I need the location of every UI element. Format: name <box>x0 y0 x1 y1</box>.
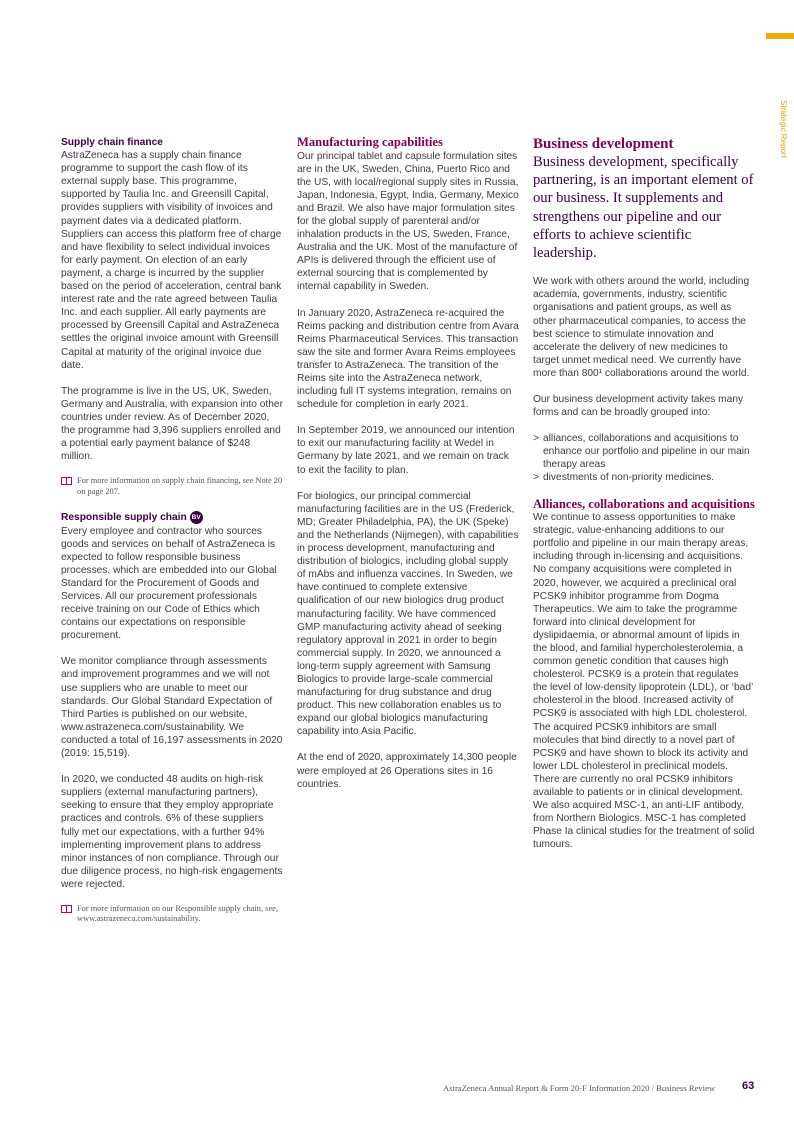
paragraph: We work with others around the world, including academia, governments, industry, scientific organisations and patient groups, as well as other pharmaceutical companies, to access the best science to stimulate innovation and accelerate the delivery of new medicines to target unmet medical need. We currently have more than 800¹ collaborations around the world. <box>533 276 750 379</box>
paragraph: Our business development activity takes many forms and can be broadly grouped into: <box>533 393 744 419</box>
column-right <box>533 136 755 864</box>
reference-note-text: For more information on supply chain financing, see Note 20 on page 207. <box>77 476 283 496</box>
paragraph: The programme is live in the US, UK, Sweden, Germany and Australia, with expansion into other countries under review. As of December 2020, the programme had 3,396 suppliers enrolled and a potential early payment balance of $248 million. <box>61 385 283 463</box>
bullet-marker: > <box>533 472 539 484</box>
bv-badge-icon: BV <box>190 511 203 524</box>
book-icon <box>61 905 72 913</box>
reference-note-text: For more information on our Responsible supply chain, see, www.astrazeneca.com/sustainability. <box>77 903 278 924</box>
paragraph: AstraZeneca has a supply chain finance programme to support the cash flow of its external supply base. This programme, supported by Taulia Inc. and Greensill Capital, provides suppliers with visibility of invoices and payment dates via a dedicated platform. Suppliers can access this platform free of charge and have flexibility to select individual invoices for early payment. On election of an early payment, a charge is incurred by the supplier based on the period of acceleration, central bank interest rate and the rate agreed between Taulia Inc. and each supplier. All early payments are processed by Greensill Capital and AstraZeneca settles the original invoice amount with Greensill Capital at maturity of the original invoice due date. <box>61 150 282 371</box>
section-tab-marker <box>766 33 794 39</box>
list-item: > alliances, collaborations and acquisitions to enhance our portfolio and pipeline in our main therapy areas <box>533 433 750 471</box>
lead-statement: Business development, specifically partnering, is an important element of our business. It supplements and strengthens our pipeline and our efforts to achieve scientific leadership. <box>533 154 754 262</box>
column-middle <box>297 136 519 804</box>
heading-supply-chain-finance: Supply chain finance <box>61 137 163 148</box>
reference-note <box>61 476 283 497</box>
book-icon <box>61 477 72 485</box>
paragraph: In January 2020, AstraZeneca re-acquired the Reims packing and distribution centre from Avara Reims Pharmaceutical Services. This transaction saw the site and former Avara Reims employees transfer to AstraZeneca. The transition of the Reims site into the AstraZeneca network, including full IT systems integration, remains on schedule for completion in early 2021. <box>297 307 519 411</box>
section-label: Strategic Report <box>779 100 788 158</box>
paragraph: Our principal tablet and capsule formulation sites are in the UK, Sweden, China, Puerto Rico and the US, with local/regional supply sites in Russia, Japan, Indonesia, Egypt, India, Germany, Mexico and Brazil. We also have major formulation sites for the global supply of parenteral and/or inhalation products in the US, Sweden, France, Australia and the UK. Most of the manufacture of APIs is delivered through the efficient use of external sourcing that is complemented by internal capability in Sweden. <box>297 150 519 293</box>
paragraph: For biologics, our principal commercial manufacturing facilities are in the US (Frederick, MD; Greater Philadelphia, PA), the UK (Speke) and the Netherlands (Nijmegen), with capabilities in process development, manufacturing and distribution of biologics, including global supply of mAbs and influenza vaccines. In Sweden, we have continued to complete extensive qualification of our new biologics drug product manufacturing facility. We have commenced GMP manufacturing activity ahead of seeking regulatory approval in 2021 in order to begin commercial supply. In 2020, we announced a long-term supply agreement with Samsung Biologics to provide large-scale commercial manufacturing for drug substance and drug product. This new collaboration enables us to expand our global biologics manufacturing capability into Asia Pacific. <box>297 490 519 738</box>
paragraph: We monitor compliance through assessments and improvement programmes and we will not use suppliers who are unable to meet our standards. Our Global Standard Expectation of Third Parties is published on our website, www.astrazeneca.com/sustainability. We conducted a total of 16,197 assessments in 2020 (2019: 15,519). <box>61 656 283 760</box>
reference-note <box>61 904 283 925</box>
page-number: 63 <box>742 1080 755 1092</box>
bullet-list <box>533 432 755 484</box>
heading-manufacturing-capabilities: Manufacturing capabilities <box>297 135 443 149</box>
paragraph: In 2020, we conducted 48 audits on high-risk suppliers (external manufacturing partners), seeking to ensure that they employ appropriate practices and controls. 6% of these suppliers fully met our expectations, with a further 94% implementing improvement plans to address minor instances of non compliance. Through our due diligence process, no high-risk engagements were rejected. <box>61 774 283 890</box>
column-left <box>61 136 283 939</box>
heading-business-development: Business development <box>533 136 674 152</box>
paragraph: We continue to assess opportunities to make strategic, value-enhancing additions to our portfolio and pipeline in our main therapy areas, including through in-licensing and acquisitions. No company acquisitions were completed in 2020, however, we acquired a preclinical oral PCSK9 inhibitor programme from Dogma Therapeutics. We aim to take the programme forward into clinical development for dyslipidaemia, or abnormal amount of lipids in the blood, and familial hypercholesterolemia, a common genetic condition that causes high cholesterol. PCSK9 is a protein that regulates the level of low-density lipoprotein (LDL), or ‘bad’ cholesterol in the blood. Increased activity of PCSK9 is associated with high LDL cholesterol. The acquired PCSK9 inhibitors are small molecules that bind directly to a novel part of PCSK9 and have shown to block its activity and lower LDL cholesterol in preclinical models. There are currently no oral PCSK9 inhibitors available to patients or in clinical development. We also acquired MSC-1, an anti-LIF antibody, from Northern Biologics. MSC-1 has completed Phase Ia clinical studies for the treatment of solid tumours. <box>533 512 755 851</box>
bullet-marker: > <box>533 433 539 445</box>
list-item: > divestments of non-priority medicines. <box>533 472 714 484</box>
heading-alliances: Alliances, collaborations and acquisitions <box>533 496 755 511</box>
paragraph: In September 2019, we announced our intention to exit our manufacturing facility at Wedel in Germany by late 2021, and we remain on track to exit the facility to plan. <box>297 425 515 476</box>
footer-text: AstraZeneca Annual Report & Form 20-F Information 2020 / Business Review <box>443 1083 716 1093</box>
paragraph: At the end of 2020, approximately 14,300 people were employed at 26 Operations sites in 16 countries. <box>297 752 517 790</box>
heading-text: Responsible supply chain <box>61 512 187 524</box>
heading-responsible-supply-chain <box>61 511 283 524</box>
paragraph: Every employee and contractor who sources goods and services on behalf of AstraZeneca is expected to follow responsible business processes, which are embedded into our Global Standard for the Procurement of Goods and Services. All our procurement professionals receive training on our Code of Ethics which contains our expectations on responsible procurement. <box>61 525 277 642</box>
